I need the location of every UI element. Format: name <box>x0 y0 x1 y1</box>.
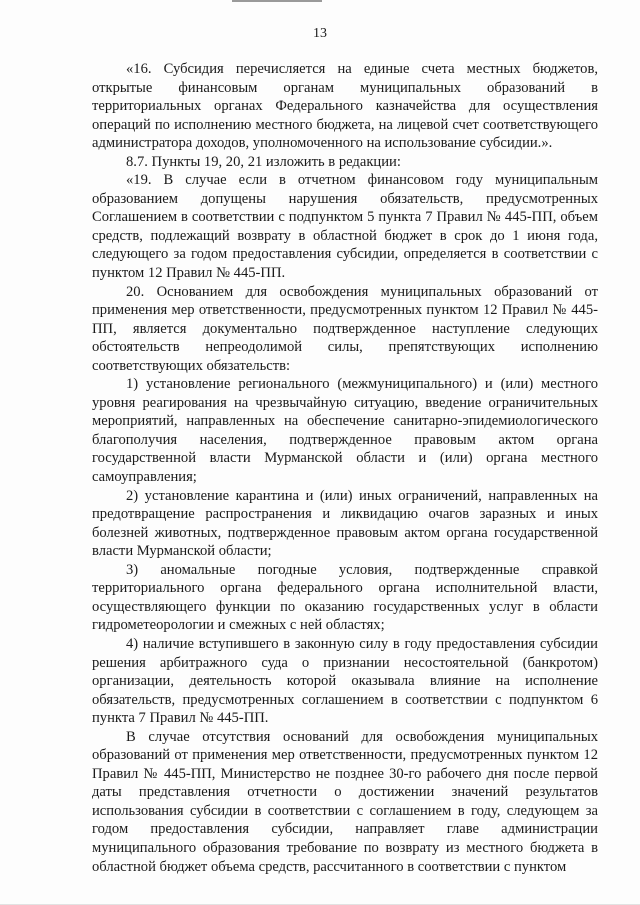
paragraph-16-subsidy-transfer: «16. Субсидия перечисляется на единые счета местных бюджетов, открытые финансовым органам муниципальных образований в территориальных органах Федерального казначейства для осуществления операций по исполнению местного бюджета, на лицевой счет соответствующего администратора доходов, уполномоченного на использование субсидии.». <box>92 61 598 152</box>
paragraph-item-3-weather: 3) аномальные погодные условия, подтвержденные справкой территориального органа федерального органа исполнительной власти, осуществляющего функции по оказанию государственных услуг в области гидрометеорологии и смежных с ней областях; <box>92 561 598 634</box>
top-edge-rule <box>232 0 322 2</box>
paragraph-item-2-quarantine: 2) установление карантина и (или) иных ограничений, направленных на предотвращение распространения и ликвидацию очагов заразных и иных болезней животных, подтвержденное правовым актом органа государственной власти Мурманской области; <box>92 487 598 560</box>
paragraph-item-1-emergency: 1) установление регионального (межмуниципального) и (или) местного уровня реагирования на чрезвычайную ситуацию, введение ограничительных мероприятий, направленных на обеспечение санитарно-эпидемиологического благополучия населения, подтвержденное правовым актом органа государственной власти Мурманской области и (или) органа местного самоуправления; <box>92 376 598 486</box>
page-number: 13 <box>313 26 327 41</box>
paragraph-19-return-volume: «19. В случае если в отчетном финансовом году муниципальным образованием допущены нарушения обязательств, предусмотренных Соглашением в соответствии с подпунктом 5 пункта 7 Правил № 445-ПП, объем средств, подлежащий возврату в областной бюджет в срок до 1 июня года, следующего за годом предоставления субсидии, определяется в соответствии с пунктом 12 Правил № 445-ПП. <box>92 172 598 282</box>
document-body <box>92 60 598 876</box>
paragraph-8-7-amendment: 8.7. Пункты 19, 20, 21 изложить в редакции: <box>126 153 401 170</box>
paragraph-ministry-return-demand: В случае отсутствия оснований для освобождения муниципальных образований от применения мер ответственности, предусмотренных пунктом 12 Правил № 445-ПП, Министерство не позднее 30-го рабочего дня после первой даты представления отчетности о достижении значений результатов использования субсидии в соответствии с соглашением в году, следующем за годом предоставления субсидии, направляет главе администрации муниципального образования требование по возврату из местного бюджета в областной бюджет объема средств, рассчитанного в соответствии с пунктом <box>92 728 598 875</box>
paragraph-item-4-bankruptcy: 4) наличие вступившего в законную силу в году предоставления субсидии решения арбитражного суда о признании несостоятельной (банкротом) организации, деятельность которой оказывала влияние на исполнение обязательств, предусмотренных соглашением в соответствии с подпунктом 6 пункта 7 Правил № 445-ПП. <box>92 635 598 727</box>
paragraph-20-exemption-grounds: 20. Основанием для освобождения муниципальных образований от применения мер ответственности, предусмотренных пунктом 12 Правил № 445-ПП, является документально подтвержденное наступление следующих обстоятельств непреодолимой силы, препятствующих исполнению соответствующих обязательств: <box>92 283 598 374</box>
